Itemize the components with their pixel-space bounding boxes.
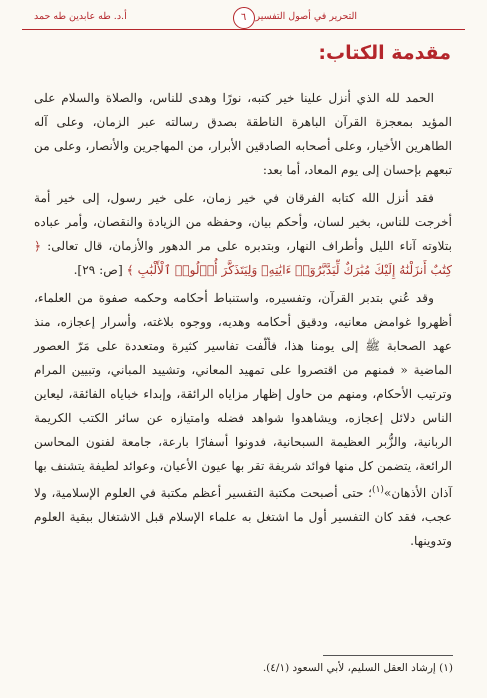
footnote-rule [323,655,453,656]
page-number: ٦ [233,7,255,29]
paragraph-3-text: وقد عُني بتدبر القرآن، وتفسيره، واستنباط أحكامه وحكمه صفوة من العلماء، أظهروا غوامض معانيه، ودقيق أحكامه وهديه، ووجوه بلاغته، وأسرار إعجازه، منذ عهد الصحابة ﷺ إلى يومنا هذا، فألّفت تفاسير كثيرة ومتعددة على مَرّ العصور الماضية « فمنهم من اقتصروا على تمهيد المعاني، وتشييد المباني، وتبيين المرام وترتيب الأحكام، ومنهم من حاول إظهار مزاياه الرائقة، وإبداء خباياه الفائقة، ليعاين الناس دلائل إعجازه، ويشاهدوا شواهد فضله وامتيازه عن سائر الكتب الكريمة الربانية، والزُّبر العظيمة السبحانية، فدونوا أسفارًا بارعة، جامعة لفنون المحاسن الرائعة، يتضمن كل منها فوائد شريفة تقر بها عيون الأعيان، وعوائد لطيفة يتشنف بها آذان الأذهان» [34,291,452,501]
header-rule [22,29,465,30]
body-text [34,86,452,557]
section-heading: مقدمة الكتاب: [318,42,451,64]
footnote: (١) إرشاد العقل السليم، لأبي السعود (٤/١). [262,662,453,674]
running-header [22,6,465,30]
footnote-marker: (١) [372,485,384,495]
paragraph-1: الحمد لله الذي أنزل علينا خير كتبه، نورًا وهدى للناس، والصلاة والسلام على المؤيد بمعجزة القرآن الباهرة الناطقة بصدق رسالته عبر الزمان، وعلى آله الطاهرين الأخيار، وعلى أصحابه الصادقين الأبرار، من المهاجرين والأنصار، وعلى من تبعهم بإحسان إلى يوم المعاد، أما بعد: [34,91,452,177]
paragraph-3-continuation: ؛ حتى أصبحت مكتبة التفسير أعظم مكتبة في العلوم الإسلامية، ولا عجب، فقد كان التفسير أول ما اشتغل به علماء الإسلام قبل الاشتغال ببقية العلوم وتدوينها. [34,486,452,549]
author-name: أ.د. طه عابدين طه حمد [34,11,127,22]
book-title: التحرير في أصول التفسير [255,11,357,22]
paragraph-2 [34,186,452,282]
verse-reference: [ص: ٢٩]. [73,263,123,277]
paragraph-2-text: فقد أنزل الله كتابه الفرقان في خير زمان، على خير رسول، إلى خير أمة أخرجت للناس، بخير لسان، وأحكم بيان، وحفظه من الزيادة والنقصان، وأمر عباده بتلاوته آناء الليل وأطراف النهار، وبتدبره على مر الدهور والأزمان، قال تعالى: [34,191,452,253]
quran-verse: ﴿ كِتَٰبٌ أَنزَلْنَٰهُ إِلَيْكَ مُبَٰرَكٌ لِّيَدَّبَّرُوٓا۟ ءَايَٰتِهِۦ وَلِيَتَذَكَّرَ أُو۟لُوا۟ ٱلْأَلْبَٰبِ ﴾ [34,239,452,277]
paragraph-3 [34,286,452,553]
